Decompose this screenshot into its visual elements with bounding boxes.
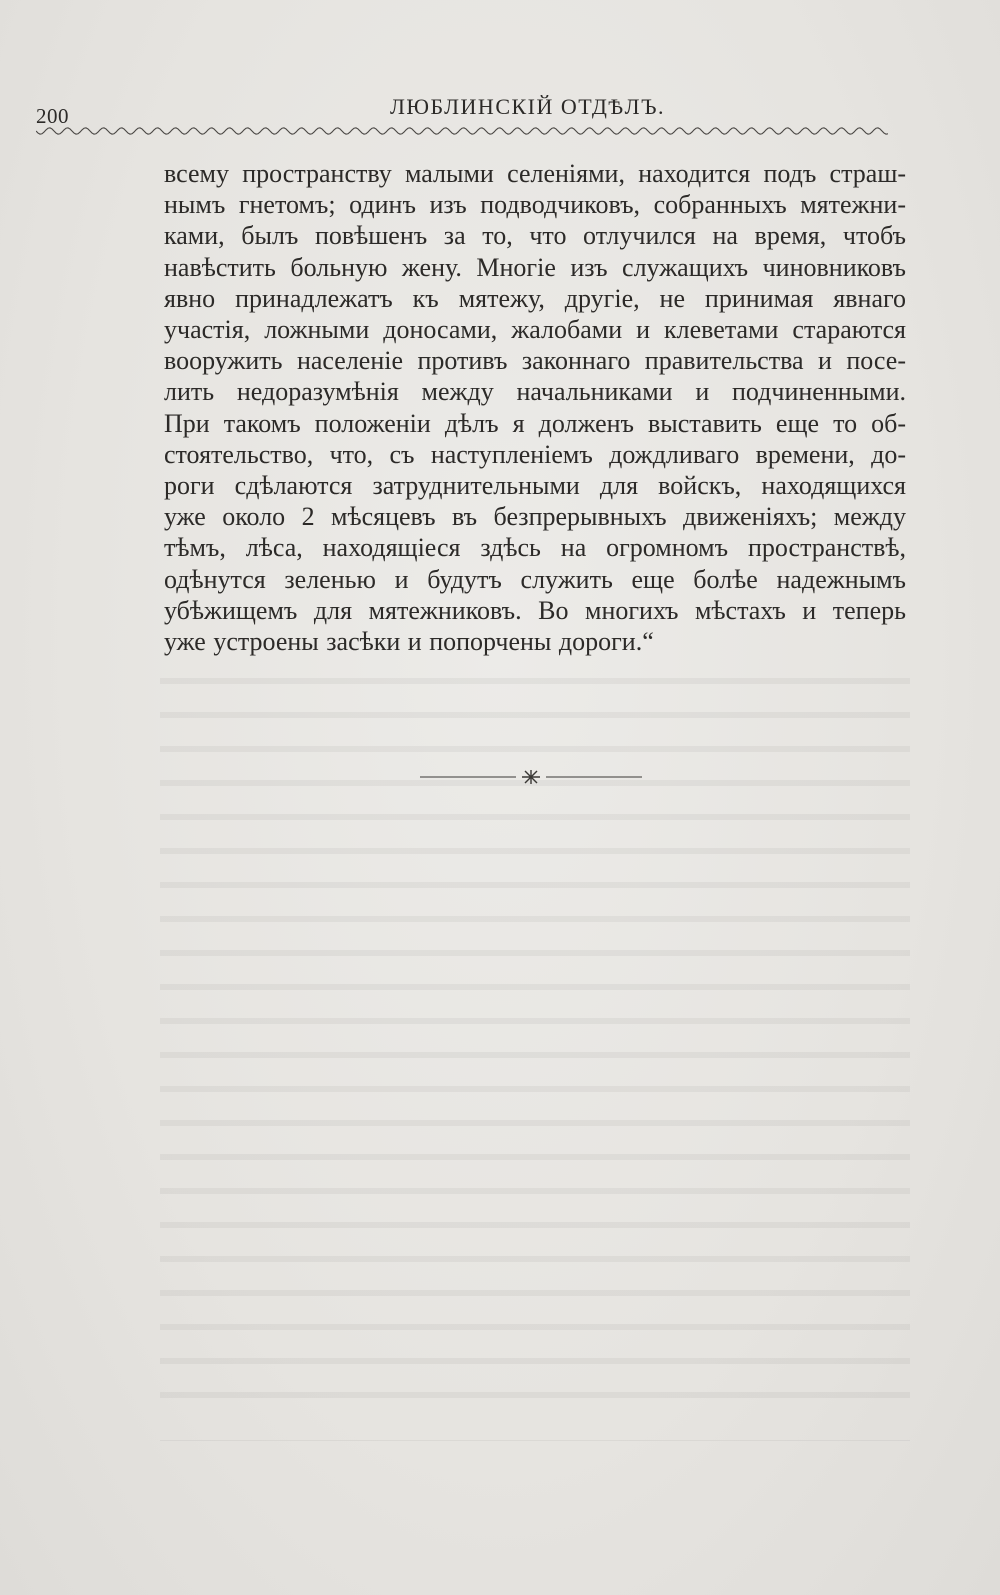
text-line: явно принадлежатъ къ мятежу, другіе, не принимая явнаго bbox=[164, 283, 906, 313]
text-line: лить недоразумѣнія между начальниками и подчиненными. bbox=[164, 377, 906, 407]
page-number: 200 bbox=[36, 104, 69, 128]
wavy-rule bbox=[36, 124, 888, 138]
text-line: роги сдѣлаются затруднительными для войскъ, находящихся bbox=[164, 471, 906, 501]
text-line: нымъ гнетомъ; одинъ изъ подводчиковъ, собранныхъ мятежни- bbox=[164, 190, 906, 220]
body-text bbox=[164, 158, 906, 657]
running-head: ЛЮБЛИНСКІЙ ОТДѢЛЪ. bbox=[390, 94, 666, 119]
show-through-texture bbox=[160, 660, 910, 1420]
text-line: одѣнутся зеленью и будутъ служить еще болѣе надежнымъ bbox=[164, 564, 906, 594]
show-through-footnote-rule bbox=[160, 1440, 910, 1441]
text-line: участія, ложными доносами, жалобами и клеветами стараются bbox=[164, 315, 906, 345]
text-line: вооружить населеніе противъ законнаго правительства и посе- bbox=[164, 346, 906, 376]
text-line: стоятельство, что, съ наступленіемъ дождливаго времени, до- bbox=[164, 439, 906, 469]
text-line: тѣмъ, лѣса, находящіеся здѣсь на огромномъ пространствѣ, bbox=[164, 533, 906, 563]
text-line: навѣстить больную жену. Многіе изъ служащихъ чиновниковъ bbox=[164, 252, 906, 282]
text-line: ками, былъ повѣшенъ за то, что отлучился на время, чтобъ bbox=[164, 221, 906, 251]
text-line: всему пространству малыми селеніями, находится подъ страш- bbox=[164, 159, 906, 188]
text-line: убѣжищемъ для мятежниковъ. Во многихъ мѣстахъ и теперь bbox=[164, 595, 906, 625]
text-line: уже около 2 мѣсяцевъ въ безпрерывныхъ движеніяхъ; между bbox=[164, 502, 906, 532]
text-line: уже устроены засѣки и попорчены дороги.“ bbox=[164, 627, 654, 657]
text-line: При такомъ положеніи дѣлъ я долженъ выставить еще то об- bbox=[164, 408, 906, 438]
